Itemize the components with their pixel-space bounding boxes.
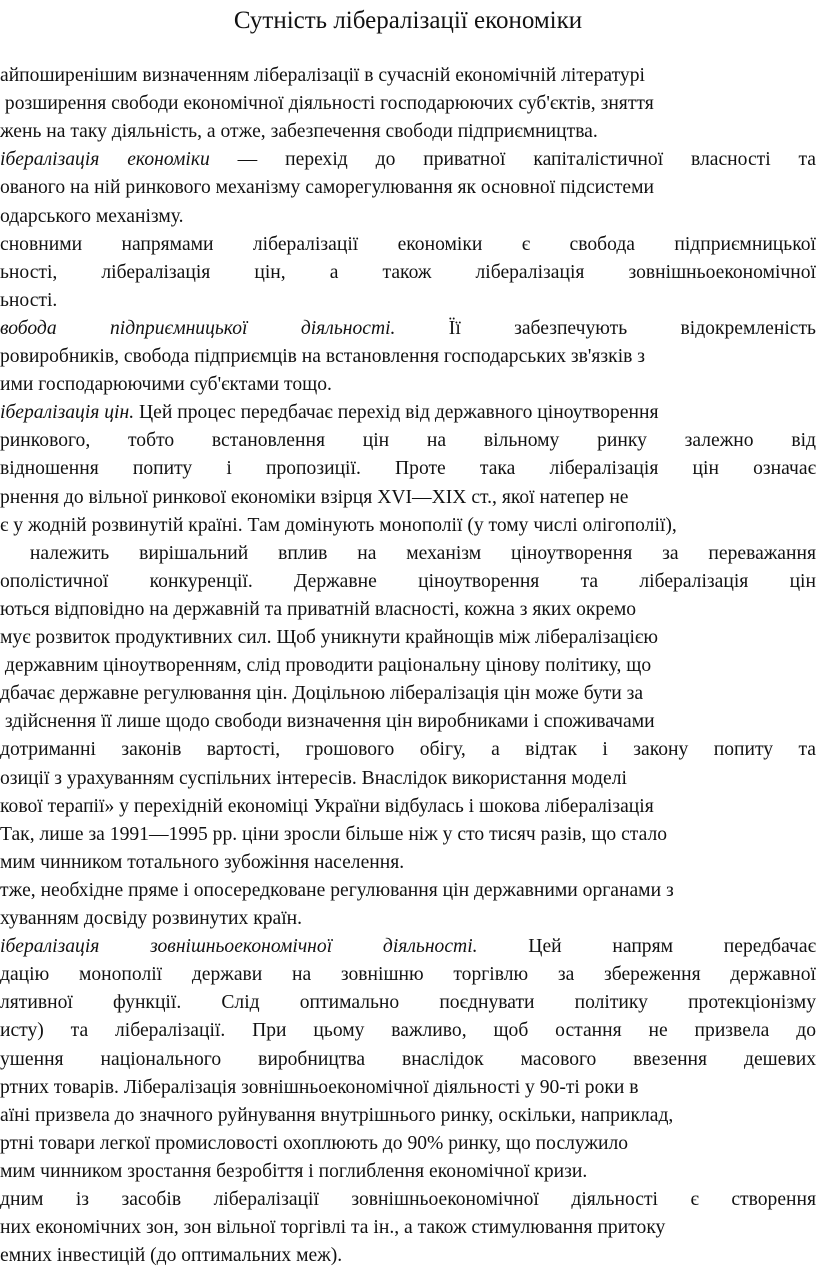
text-run: исту) та лібералізації. При цьому важливо, щоб остання не призвела до	[0, 1020, 816, 1042]
text-run: належить вирішальний вплив на механізм ціноутворення за переважання	[0, 542, 816, 564]
page-title: Сутність лібералізації економіки	[233, 7, 583, 34]
text-line	[0, 486, 816, 510]
text-line	[0, 823, 816, 847]
text-line	[0, 907, 816, 931]
text-run: мує розвиток продуктивних сил. Щоб уникнути крайнощів між лібералізацією	[0, 627, 658, 648]
text-line	[0, 514, 816, 538]
text-line	[0, 176, 816, 200]
text-run: розширення свободи економічної діяльності господарюючих суб'єктів, зняття	[0, 93, 654, 115]
text-run: кової терапії» у перехідній економіці України відбулась і шокова лібералізація	[0, 795, 654, 817]
text-line	[0, 1188, 816, 1212]
text-run: мим чинником тотального зубожіння населення.	[0, 851, 405, 873]
text-line	[0, 1160, 816, 1184]
text-line	[0, 1132, 816, 1156]
text-line	[0, 626, 816, 650]
text-line	[0, 1216, 816, 1240]
text-run: Цей процес передбачає перехід від державного ціноутворення	[134, 402, 659, 424]
text-run: відношення попиту і пропозиції. Проте така лібералізація цін означає	[0, 458, 816, 480]
text-line	[0, 1076, 816, 1100]
text-line	[0, 429, 816, 453]
text-run: них економічних зон, зон вільної торгівлі та ін., а також стимулювання притоку	[0, 1217, 666, 1239]
text-line	[0, 654, 816, 678]
text-line	[0, 851, 816, 875]
text-line	[0, 148, 816, 172]
text-run: тже, необхідне пряме і опосередковане регулювання цін державними органами з	[0, 879, 674, 901]
text-line	[0, 991, 816, 1015]
text-line	[0, 767, 816, 791]
text-run: ушення національного виробництва внаслідок масового ввезення дешевих	[0, 1048, 816, 1070]
text-line	[0, 205, 816, 229]
text-run: ополістичної конкуренції. Державне ціноутворення та лібералізація цін	[0, 570, 816, 592]
text-line	[0, 373, 816, 397]
text-line	[0, 401, 816, 425]
text-line	[0, 457, 816, 481]
text-line	[0, 879, 816, 903]
italic-term: ібералізація економіки	[0, 149, 210, 171]
text-run: емних інвестицій (до оптимальних меж).	[0, 1245, 343, 1267]
text-run: хуванням досвіду розвинутих країн.	[0, 908, 303, 929]
text-line	[0, 1048, 816, 1072]
text-run: ртні товари легкої промисловості охоплюють до 90% ринку, що послужило	[0, 1132, 629, 1154]
italic-term: вобода підприємницької діяльності.	[0, 317, 396, 339]
text-line	[0, 795, 816, 819]
italic-term: ібералізація цін.	[0, 402, 135, 424]
text-run: Цей напрям передбачає	[477, 936, 816, 958]
text-run: рнення до вільної ринкової економіки взірця XVI—XIX ст., якої натепер не	[0, 486, 629, 508]
text-run: ими господарюючими суб'єктами тощо.	[0, 374, 332, 396]
text-line	[0, 598, 816, 622]
text-run: ьності, лібералізація цін, а також лібералізація зовнішньоекономічної	[0, 261, 816, 283]
text-run: дацію монополії держави на зовнішню торгівлю за збереження державної	[0, 964, 816, 986]
text-line	[0, 935, 816, 959]
text-run: Так, лише за 1991—1995 рр. ціни зросли більше ніж у сто тисяч разів, що стало	[0, 823, 668, 845]
text-line	[0, 92, 816, 116]
text-line	[0, 963, 816, 987]
text-run: — перехід до приватної капіталістичної власності та	[209, 149, 816, 171]
text-run: жень на таку діяльність, а отже, забезпечення свободи підприємництва.	[0, 121, 598, 143]
text-run: одарського механізму.	[0, 205, 184, 227]
text-run: айпоширенішим визначенням лібералізації в сучасній економічній літературі	[0, 65, 645, 86]
text-run: Її забезпечують відокремленість	[395, 317, 816, 339]
text-run: дотриманні законів вартості, грошового обігу, а відтак і закону попиту та	[0, 739, 816, 761]
text-run: ртних товарів. Лібералізація зовнішньоекономічної діяльності у 90-ті роки в	[0, 1076, 639, 1098]
text-run: мим чинником зростання безробіття і поглиблення економічної кризи.	[0, 1160, 588, 1182]
text-run: є у жодній розвинутій країні. Там домінують монополії (у тому числі олігополії),	[0, 514, 677, 536]
text-run: сновними напрямами лібералізації економіки є свобода підприємницької	[0, 233, 816, 255]
text-line	[0, 345, 816, 369]
text-run: ровиробників, свобода підприємців на встановлення господарських зв'язків з	[0, 346, 646, 367]
text-line	[0, 738, 816, 762]
text-line	[0, 1104, 816, 1128]
italic-term: ібералізація зовнішньоекономічної діяльності.	[0, 936, 478, 958]
text-line	[0, 570, 816, 594]
text-line	[0, 710, 816, 734]
text-line	[0, 289, 816, 313]
text-run: ьності.	[0, 289, 58, 311]
text-run: державним ціноутворенням, слід проводити раціональну цінову політику, що	[0, 655, 652, 677]
text-run: озиції з урахуванням суспільних інтересів. Внаслідок використання моделі	[0, 767, 627, 789]
text-run: здійснення її лише щодо свободи визначення цін виробниками і споживачами	[0, 711, 655, 733]
text-run: ються відповідно на державній та приватній власності, кожна з яких окремо	[0, 598, 637, 620]
text-run: ринкового, тобто встановлення цін на вільному ринку залежно від	[0, 430, 816, 452]
text-line	[0, 542, 816, 566]
text-line	[0, 64, 816, 88]
text-line	[0, 120, 816, 144]
text-run: аїні призвела до значного руйнування внутрішнього ринку, оскільки, наприклад,	[0, 1104, 674, 1126]
text-line	[0, 1244, 816, 1268]
text-line	[0, 317, 816, 341]
text-run: дним із засобів лібералізації зовнішньоекономічної діяльності є створення	[0, 1189, 816, 1210]
text-run: лятивної функції. Слід оптимально поєднувати політику протекціонізму	[0, 992, 816, 1014]
text-line	[0, 233, 816, 257]
text-run: ованого на ній ринкового механізму саморегулювання як основної підсистеми	[0, 177, 654, 199]
text-run: дбачає державне регулювання цін. Доцільною лібералізація цін може бути за	[0, 683, 644, 705]
text-line	[0, 261, 816, 285]
text-line	[0, 1019, 816, 1043]
text-line	[0, 682, 816, 706]
